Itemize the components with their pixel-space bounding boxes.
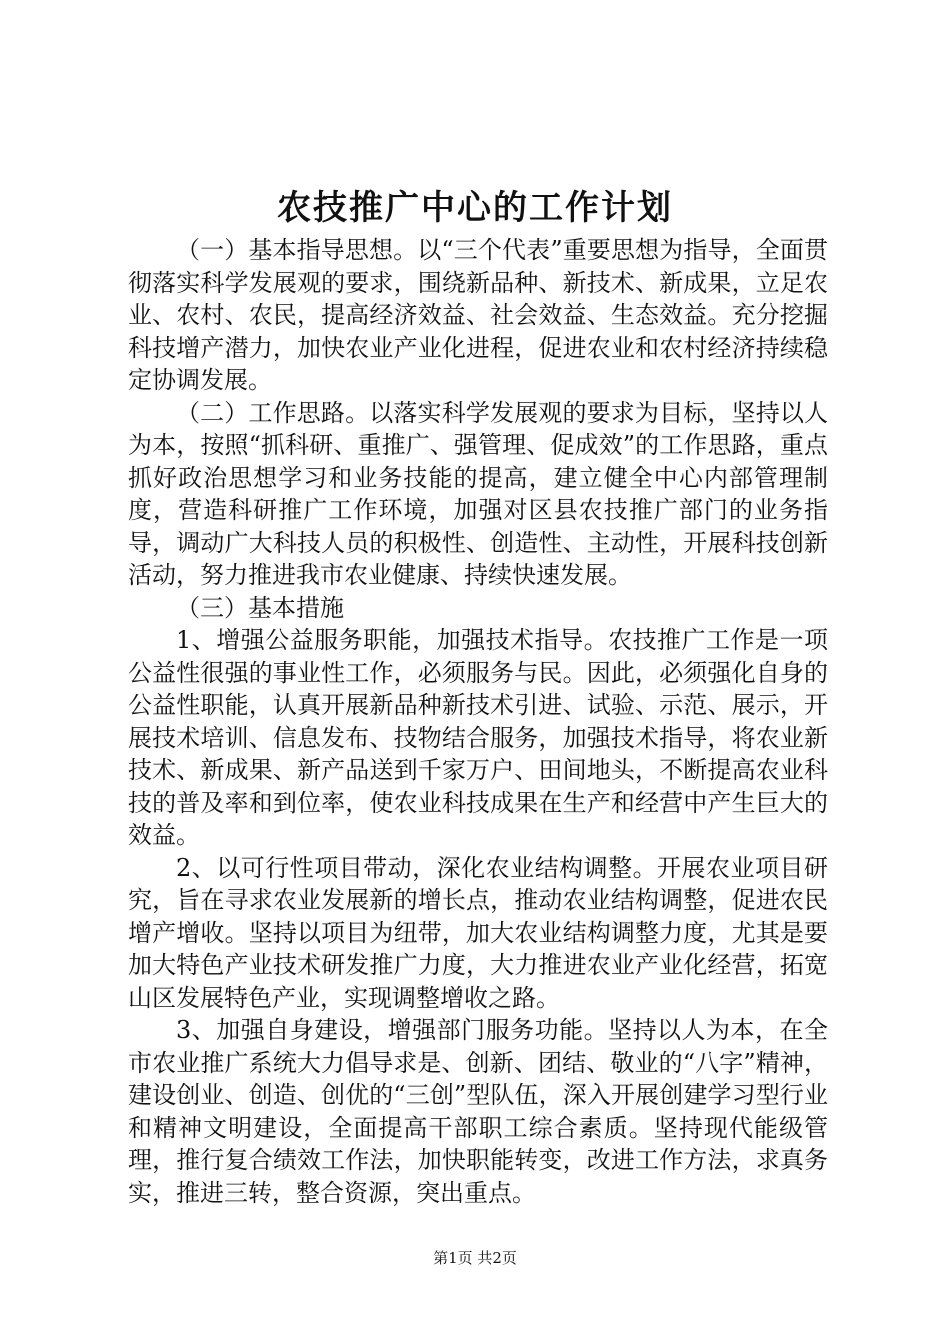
paragraph-measure-3: 3、加强自身建设，增强部门服务功能。坚持以人为本，在全市农业推广系统大力倡导求是、创新、团结、敬业的“八字”精神，建设创业、创造、创优的“三创”型队伍，深入开展创建学习型行业和精神文明建设，全面提高干部职工综合素质。坚持现代能级管理，推行复合绩效工作法，加快职能转变，改进工作方法，求真务实，推进三转，整合资源，突出重点。 — [128, 1016, 828, 1207]
document-body — [128, 234, 828, 1209]
page-footer: 第1页 共2页 — [433, 1249, 517, 1267]
paragraph-basic-measures-heading: （三）基本措施 — [176, 593, 344, 622]
paragraph-measure-1: 1、增强公益服务职能，加强技术指导。农技推广工作是一项公益性很强的事业性工作，必须服务与民。因此，必须强化自身的公益性职能，认真开展新品种新技术引进、试验、示范、展示，开展技术培训、信息发布、技物结合服务，加强技术指导，将农业新技术、新成果、新产品送到千家万户、田间地头，不断提高农业科技的普及率和到位率，使农业科技成果在生产和经营中产生巨大的效益。 — [128, 626, 828, 849]
paragraph-guiding-thought: （一）基本指导思想。以“三个代表”重要思想为指导，全面贯彻落实科学发展观的要求，围绕新品种、新技术、新成果，立足农业、农村、农民，提高经济效益、社会效益、生态效益。充分挖掘科技增产潜力，加快农业产业化进程，促进农业和农村经济持续稳定协调发展。 — [128, 236, 828, 394]
document-title: 农技推广中心的工作计划 — [277, 188, 673, 228]
paragraph-measure-2: 2、以可行性项目带动，深化农业结构调整。开展农业项目研究，旨在寻求农业发展新的增长点，推动农业结构调整，促进农民增产增收。坚持以项目为纽带，加大农业结构调整力度，尤其是要加大特色产业技术研发推广力度，大力推进农业产业化经营，拓宽山区发展特色产业，实现调整增收之路。 — [128, 853, 828, 1012]
paragraph-work-approach: （二）工作思路。以落实科学发展观的要求为目标，坚持以人为本，按照“抓科研、重推广、强管理、促成效”的工作思路，重点抓好政治思想学习和业务技能的提高，建立健全中心内部管理制度，营造科研推广工作环境，加强对区县农技推广部门的业务指导，调动广大科技人员的积极性、创造性、主动性，开展科技创新活动，努力推进我市农业健康、持续快速发展。 — [128, 398, 828, 589]
